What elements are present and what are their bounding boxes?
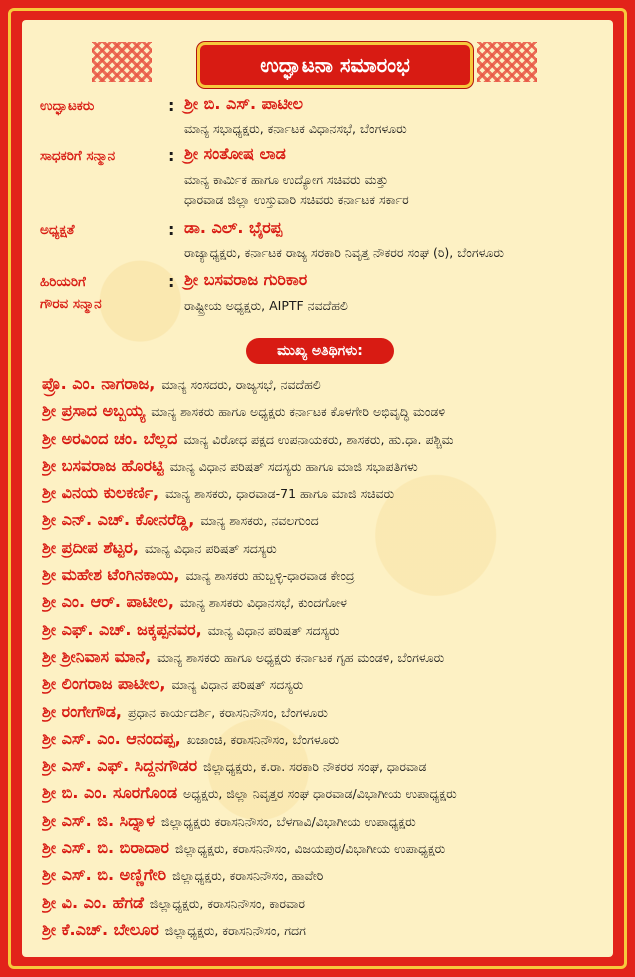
- guest-row: [42, 588, 612, 615]
- guest-row: [42, 479, 612, 506]
- guest-name: ಶ್ರೀ ಶ್ರೀನಿವಾಸ ಮಾನೆ,: [42, 646, 152, 666]
- official-description: ರಾಜ್ಯಾಧ್ಯಕ್ಷರು, ಕರ್ನಾಟಕ ರಾಜ್ಯ ಸರಕಾರಿ ನಿವೃತ್ತ ನೌಕರರ ಸಂಘ (ರಿ), ಬೆಂಗಳೂರು: [184, 245, 504, 260]
- guest-description: ಮಾನ್ಯ ವಿಧಾನ ಪರಿಷತ್ ಸದಸ್ಯರು: [171, 677, 304, 693]
- guest-name: ಶ್ರೀ ಮಹೇಶ ಟೆಂಗಿನಕಾಯಿ,: [42, 565, 180, 585]
- decorative-pattern-left: [92, 42, 152, 82]
- colon: :: [168, 272, 175, 291]
- colon: :: [168, 220, 175, 239]
- guest-name: ಶ್ರೀ ಎಸ್. ಎಫ್. ಸಿದ್ದನಗೌಡರ: [42, 756, 198, 776]
- guest-row: [42, 452, 612, 479]
- guest-description: ಮಾನ್ಯ ಶಾಸಕರು ಹಾಗೂ ಅಧ್ಯಕ್ಷರು ಕರ್ನಾಟಕ ಕೊಳಗೇರಿ ಅಭಿವೃದ್ಧಿ ಮಂಡಳಿ: [151, 404, 446, 420]
- guest-description: ಪ್ರಧಾನ ಕಾರ್ಯದರ್ಶಿ, ಕರಾಸನಿನೌಸಂ, ಬೆಂಗಳೂರು: [128, 704, 328, 720]
- guest-row: [42, 807, 612, 834]
- official-role: ಹಿರಿಯರಿಗೆ: [40, 274, 86, 290]
- guest-row: [42, 616, 612, 643]
- guest-row: [42, 534, 612, 561]
- guest-row: [42, 425, 612, 452]
- guest-description: ಮಾನ್ಯ ಶಾಸಕರು ವಿಧಾನಸಭೆ, ಕುಂದಗೋಳ: [179, 595, 347, 611]
- guest-description: ಮಾನ್ಯ ಶಾಸಕರು, ನವಲಗುಂದ: [200, 513, 319, 529]
- guest-name: ಶ್ರೀ ಪ್ರಸಾದ ಅಬ್ಬಯ್ಯ: [42, 401, 146, 421]
- official-description: ಮಾನ್ಯ ಕಾರ್ಮಿಕ ಹಾಗೂ ಉದ್ಯೋಗ ಸಚಿವರು ಮತ್ತು: [184, 172, 389, 187]
- guest-name: ಶ್ರೀ ಪ್ರದೀಪ ಶೆಟ್ಟರ,: [42, 537, 139, 557]
- colon: :: [168, 146, 175, 165]
- guest-row: [42, 506, 612, 533]
- official-name: ಶ್ರೀ ಬಿ. ಎಸ್. ಪಾಟೀಲ: [184, 94, 303, 113]
- guest-row: [42, 779, 612, 806]
- guest-name: ಶ್ರೀ ಕೆ.ಎಚ್. ಬೇಲೂರ: [42, 919, 159, 939]
- guest-name: ಶ್ರೀ ವಿ. ಎಂ. ಹೆಗಡೆ: [42, 892, 144, 912]
- colon: :: [168, 96, 175, 115]
- guest-row: [42, 397, 612, 424]
- guest-row: [42, 861, 612, 888]
- guest-description: ಜಿಲ್ಲಾಧ್ಯಕ್ಷರು, ಕರಾಸನಿನೌಸಂ, ಗದಗ: [164, 922, 306, 938]
- guest-name: ಶ್ರೀ ಬಸವರಾಜ ಹೊರಟ್ಟಿ: [42, 455, 164, 475]
- event-title: ಉದ್ಘಾಟನಾ ಸಮಾರಂಭ: [197, 42, 473, 88]
- guest-row: [42, 670, 612, 697]
- guest-description: ಜಿಲ್ಲಾಧ್ಯಕ್ಷರು, ಕರಾಸನಿನೌಸಂ, ಕಾರವಾರ: [149, 895, 306, 911]
- guest-name: ಶ್ರೀ ಎಸ್. ಎಂ. ಆನಂದಪ್ಪ,: [42, 728, 181, 748]
- official-role: ಅಧ್ಯಕ್ಷತೆ: [40, 222, 75, 238]
- official-description: ಮಾನ್ಯ ಸಭಾಧ್ಯಕ್ಷರು, ಕರ್ನಾಟಕ ವಿಧಾನಸಭೆ, ಬೆಂಗಳೂರು: [184, 121, 407, 136]
- guest-name: ಶ್ರೀ ವಿನಯ ಕುಲಕರ್ಣಿ,: [42, 483, 160, 503]
- guest-description: ಜಿಲ್ಲಾಧ್ಯಕ್ಷರು, ಕ.ರಾ. ಸರಕಾರಿ ನೌಕರರ ಸಂಘ, ಧಾರವಾಡ: [203, 759, 427, 775]
- guest-description: ಜಿಲ್ಲಾಧ್ಯಕ್ಷರು, ಕರಾಸನಿನೌಸಂ, ವಿಜಯಪುರ/ವಿಭಾಗೀಯ ಉಪಾಧ್ಯಕ್ಷರು: [174, 841, 446, 857]
- guest-name: ಶ್ರೀ ಬಿ. ಎಂ. ಸೂರಗೊಂಡ: [42, 783, 178, 803]
- chief-guests-heading: ಮುಖ್ಯ ಅತಿಥಿಗಳು:: [246, 338, 394, 364]
- official-role: ಸಾಧಕರಿಗೆ ಸನ್ಮಾನ: [40, 148, 116, 164]
- guest-name: ಶ್ರೀ ಎಫ್. ಎಚ್. ಜಕ್ಕಪ್ಪನವರ,: [42, 619, 202, 639]
- guest-description: ಮಾನ್ಯ ವಿಧಾನ ಪರಿಷತ್ ಸದಸ್ಯರು ಹಾಗೂ ಮಾಜಿ ಸಭಾಪತಿಗಳು: [169, 458, 418, 474]
- guest-description: ಮಾನ್ಯ ಸಂಸದರು, ರಾಜ್ಯಸಭೆ, ನವದೆಹಲಿ: [161, 377, 321, 392]
- guest-name: ಶ್ರೀ ಎಸ್. ಬಿ. ಅಣ್ಣಿಗೇರಿ: [42, 865, 167, 885]
- official-name: ಡಾ. ಎಲ್. ಭೈರಪ್ಪ: [184, 218, 283, 237]
- official-role: ಗೌರವ ಸನ್ಮಾನ: [40, 296, 102, 312]
- guest-description: ಮಾನ್ಯ ವಿಧಾನ ಪರಿಷತ್ ಸದಸ್ಯರು: [207, 622, 340, 638]
- guest-name: ಶ್ರೀ ಎಂ. ಆರ್. ಪಾಟೀಲ,: [42, 592, 174, 612]
- guest-row: [42, 370, 612, 397]
- guest-name: ಶ್ರೀ ಎನ್. ಎಚ್. ಕೋನರೆಡ್ಡಿ,: [42, 510, 195, 530]
- chief-guests-list: [42, 370, 612, 943]
- guest-row: [42, 643, 612, 670]
- guest-row: [42, 698, 612, 725]
- guest-description: ಮಾನ್ಯ ಶಾಸಕರು, ಧಾರವಾಡ-71 ಹಾಗೂ ಮಾಜಿ ಸಚಿವರು: [165, 486, 395, 502]
- official-name: ಶ್ರೀ ಬಸವರಾಜ ಗುರಿಕಾರ: [184, 270, 308, 289]
- guest-row: [42, 889, 612, 916]
- invitation-panel: [22, 20, 613, 957]
- guest-description: ಜಿಲ್ಲಾಧ್ಯಕ್ಷರು ಕರಾಸನಿನೌಸಂ, ಬೆಳಗಾವಿ/ವಿಭಾಗೀಯ ಉಪಾಧ್ಯಕ್ಷರು: [160, 813, 416, 829]
- guest-row: [42, 561, 612, 588]
- guest-description: ಖಜಾಂಚಿ, ಕರಾಸನಿನೌಸಂ, ಬೆಂಗಳೂರು: [186, 731, 340, 747]
- guest-description: ಮಾನ್ಯ ಶಾಸಕರು ಹಾಗೂ ಅಧ್ಯಕ್ಷರು ಕರ್ನಾಟಕ ಗೃಹ ಮಂಡಳಿ, ಬೆಂಗಳೂರು: [157, 649, 445, 665]
- guest-name: ಶ್ರೀ ಲಿಂಗರಾಜ ಪಾಟೀಲ,: [42, 674, 166, 694]
- guest-description: ಅಧ್ಯಕ್ಷರು, ಜಿಲ್ಲಾ ನಿವೃತ್ತರ ಸಂಘ ಧಾರವಾಡ/ವಿಭಾಗೀಯ ಉಪಾಧ್ಯಕ್ಷರು: [183, 786, 457, 802]
- decorative-pattern-right: [477, 42, 537, 82]
- guest-row: [42, 916, 612, 943]
- guest-description: ಮಾನ್ಯ ವಿರೋಧ ಪಕ್ಷದ ಉಪನಾಯಕರು, ಶಾಸಕರು, ಹು.ಧಾ. ಪಶ್ಚಿಮ: [183, 431, 454, 447]
- official-description: ರಾಷ್ಟ್ರೀಯ ಅಧ್ಯಕ್ಷರು, AIPTF ನವದೆಹಲಿ: [184, 298, 348, 313]
- guest-row: [42, 752, 612, 779]
- guest-name: ಶ್ರೀ ಅರವಿಂದ ಚಂ. ಬೆಲ್ಲದ: [42, 428, 178, 448]
- guest-description: ಮಾನ್ಯ ಶಾಸಕರು ಹುಬ್ಬಳ್ಳಿ-ಧಾರವಾಡ ಕೇಂದ್ರ: [185, 568, 355, 584]
- official-role: ಉದ್ಘಾಟಕರು: [40, 98, 95, 114]
- guest-description: ಮಾನ್ಯ ವಿಧಾನ ಪರಿಷತ್ ಸದಸ್ಯರು: [144, 540, 277, 556]
- official-description: ಧಾರವಾಡ ಜಿಲ್ಲಾ ಉಸ್ತುವಾರಿ ಸಚಿವರು ಕರ್ನಾಟಕ ಸರ್ಕಾರ: [184, 192, 409, 207]
- official-name: ಶ್ರೀ ಸಂತೋಷ ಲಾಡ: [184, 144, 286, 163]
- guest-row: [42, 725, 612, 752]
- guest-row: [42, 834, 612, 861]
- guest-description: ಜಿಲ್ಲಾಧ್ಯಕ್ಷರು, ಕರಾಸನಿನೌಸಂ, ಹಾವೇರಿ: [172, 868, 324, 884]
- guest-name: ಶ್ರೀ ರಂಗೇಗೌಡ,: [42, 701, 122, 721]
- guest-name: ಶ್ರೀ ಎಸ್. ಜಿ. ಸಿದ್ನಾಳ: [42, 810, 155, 830]
- guest-name: ಶ್ರೀ ಎಸ್. ಬಿ. ಬಿರಾದಾರ: [42, 838, 169, 858]
- guest-name: ಪ್ರೊ. ಎಂ. ನಾಗರಾಜ,: [42, 374, 156, 393]
